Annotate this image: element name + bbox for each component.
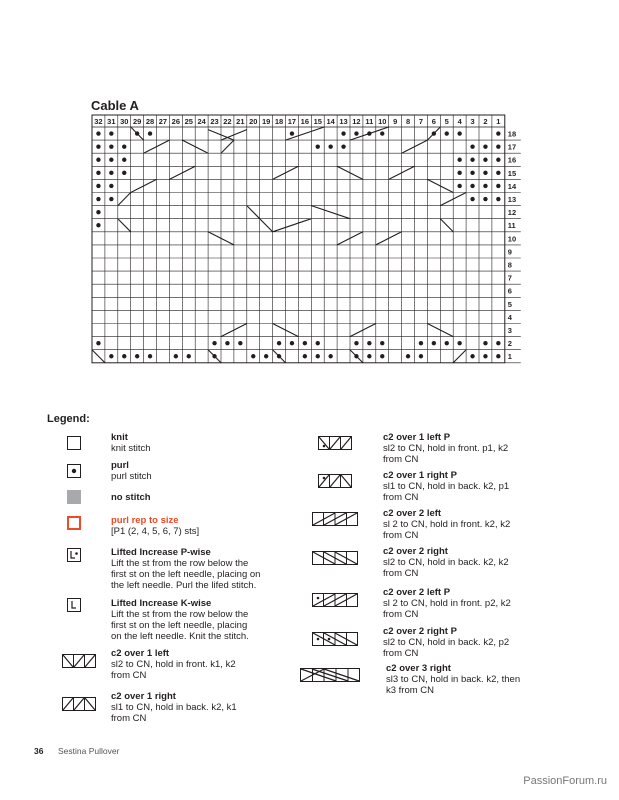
row-label: 15: [507, 168, 517, 178]
legend-c2-1-right-name: c2 over 1 right: [111, 691, 176, 702]
row-label: 12: [507, 208, 517, 218]
col-label: 8: [405, 117, 411, 126]
row-label: 17: [507, 142, 517, 152]
legend-c2-2-right-p: [383, 626, 509, 659]
legend-purl-name: purl: [111, 460, 129, 471]
purl-dot: [470, 158, 474, 162]
legend-c2-3-right-name: c2 over 3 right: [386, 663, 451, 674]
purl-dot: [109, 171, 113, 175]
purl-dot: [354, 341, 358, 345]
purl-dot: [251, 354, 255, 358]
purl-dot: [135, 354, 139, 358]
c2-over-2-right-symbol: [312, 551, 358, 565]
purl-dot: [109, 354, 113, 358]
legend-c2-2-left: [383, 508, 510, 541]
c2-over-1-left-p-symbol: [318, 436, 352, 450]
col-label: 23: [210, 117, 219, 126]
legend-c2-2-left-name: c2 over 2 left: [383, 508, 442, 519]
legend-purl-desc: purl stitch: [111, 471, 152, 482]
col-label: 18: [274, 117, 284, 126]
row-label: 18: [507, 129, 517, 139]
page-number: 36: [34, 746, 44, 756]
purl-dot: [109, 131, 113, 135]
legend-c2-2-right-desc-1: sl2 to CN, hold in back. k2, k2: [383, 557, 509, 568]
legend-c2-3-right-desc-1: sl3 to CN, hold in back. k2, then: [386, 674, 521, 685]
legend-lifted-k-desc-2: first st on the left needle, placing: [111, 620, 248, 631]
purl-dot: [122, 354, 126, 358]
purl-dot: [380, 354, 384, 358]
purl-dot: [457, 184, 461, 188]
purl-dot: [174, 354, 178, 358]
row-label: 10: [507, 234, 517, 244]
legend-c2-1-left-name: c2 over 1 left: [111, 648, 170, 659]
purl-dot: [496, 197, 500, 201]
purl-dot: [496, 341, 500, 345]
col-label: 32: [94, 117, 103, 126]
purl-dot: [187, 354, 191, 358]
row-label: 11: [507, 221, 516, 231]
legend-c2-1-left-desc-2: from CN: [111, 670, 147, 681]
purl-dot: [109, 184, 113, 188]
purl-dot: [96, 197, 100, 201]
col-label: 15: [313, 117, 322, 126]
purl-dot: [328, 144, 332, 148]
legend-c2-1-right: [111, 691, 237, 724]
legend-lifted-p-desc-2: first st on the left needle, placing on: [111, 569, 261, 580]
legend-purl-rep: [111, 515, 199, 537]
purl-dot: [483, 144, 487, 148]
legend-knit-desc: knit stitch: [111, 443, 151, 454]
purl-dot: [496, 184, 500, 188]
col-label: 10: [378, 117, 387, 126]
col-label: 2: [483, 117, 488, 126]
legend-c2-1-left-desc-1: sl2 to CN, hold in front. k1, k2: [111, 659, 236, 670]
purl-dot: [96, 223, 100, 227]
purl-dot: [109, 197, 113, 201]
c2-over-1-left-symbol: [62, 654, 96, 668]
legend-purl-rep-name: purl rep to size: [111, 515, 179, 526]
legend-lifted-p-desc-1: Lift the st from the row below the: [111, 558, 249, 569]
legend-lifted-k-desc-1: Lift the st from the row below the: [111, 609, 249, 620]
legend-c2-1-right-desc-1: sl1 to CN, hold in back. k2, k1: [111, 702, 237, 713]
col-label: 6: [431, 117, 436, 126]
legend-lifted-k: [111, 598, 249, 642]
col-label: 11: [365, 117, 374, 126]
purl-dot: [470, 197, 474, 201]
col-label: 28: [145, 117, 155, 126]
purl-dot: [148, 354, 152, 358]
legend-c2-2-right-desc-2: from CN: [383, 568, 419, 579]
col-label: 20: [249, 117, 258, 126]
row-label: 8: [507, 260, 512, 270]
lifted-increase-p-symbol: [67, 548, 81, 562]
legend-c2-2-right: [383, 546, 509, 579]
col-label: 22: [223, 117, 232, 126]
legend-c2-1-right-p-desc-2: from CN: [383, 492, 419, 503]
c2-over-1-right-symbol: [62, 697, 96, 711]
purl-dot: [445, 131, 449, 135]
purl-dot: [290, 341, 294, 345]
purl-dot: [290, 131, 294, 135]
legend-c2-2-left-p-name: c2 over 2 left P: [383, 587, 451, 598]
purl-dot: [148, 131, 152, 135]
legend-c2-1-left-p-desc-2: from CN: [383, 454, 419, 465]
col-label: 27: [158, 117, 168, 126]
legend-c2-2-left-p: [383, 587, 511, 620]
col-label: 17: [287, 117, 297, 126]
purl-dot: [457, 131, 461, 135]
legend-no-stitch-name: no stitch: [111, 492, 151, 503]
legend-c2-2-left-desc-2: from CN: [383, 530, 419, 541]
purl-dot: [122, 171, 126, 175]
legend-c2-3-right: [386, 663, 520, 696]
col-label: 13: [339, 117, 348, 126]
legend-lifted-p-name: Lifted Increase P-wise: [111, 547, 211, 558]
purl-dot: [122, 158, 126, 162]
legend-lifted-k-desc-3: on the left needle. Knit the stitch.: [111, 631, 249, 642]
row-label: 9: [507, 247, 512, 257]
lifted-increase-k-symbol: [67, 598, 81, 612]
col-label: 30: [120, 117, 129, 126]
legend-c2-2-left-desc-1: sl 2 to CN, hold in front. k2, k2: [383, 519, 511, 530]
row-label: 6: [507, 286, 512, 296]
row-label: 5: [507, 299, 512, 309]
c2-over-2-right-p-symbol: [312, 632, 358, 646]
purl-rep-symbol: [67, 516, 81, 530]
col-label: 9: [393, 117, 398, 126]
pattern-title: Sestina Pullover: [58, 746, 120, 756]
legend-c2-1-left-p: [383, 432, 508, 465]
purl-dot: [264, 354, 268, 358]
purl-dot: [109, 144, 113, 148]
purl-dot: [432, 341, 436, 345]
purl-dot: [457, 158, 461, 162]
no-stitch-symbol: [67, 490, 81, 504]
c2-over-2-left-p-symbol: [312, 593, 358, 607]
legend-c2-2-right-p-desc-1: sl2 to CN, hold in back. k2, p2: [383, 637, 510, 648]
purl-dot: [367, 354, 371, 358]
legend-knit-name: knit: [111, 432, 128, 443]
purl-dot: [483, 197, 487, 201]
legend-c2-1-right-desc-2: from CN: [111, 713, 147, 724]
purl-dot: [367, 341, 371, 345]
purl-dot: [341, 144, 345, 148]
cable-a-chart: [0, 0, 619, 380]
legend-c2-1-left: [111, 648, 236, 681]
row-label: 2: [507, 339, 512, 349]
purl-dot: [445, 341, 449, 345]
purl-dot: [457, 341, 461, 345]
purl-dot: [470, 171, 474, 175]
legend-lifted-p: [111, 547, 260, 591]
purl-dot: [496, 354, 500, 358]
purl-dot: [496, 171, 500, 175]
purl-dot: [380, 131, 384, 135]
purl-dot: [303, 341, 307, 345]
legend-knit: [111, 432, 151, 454]
col-label: 16: [300, 117, 310, 126]
purl-dot: [96, 171, 100, 175]
row-label: 14: [507, 181, 517, 191]
legend-no-stitch: [111, 492, 151, 503]
row-label: 4: [507, 312, 512, 322]
purl-dot: [109, 158, 113, 162]
legend-c2-1-right-p: [383, 470, 509, 503]
purl-dot: [238, 341, 242, 345]
purl-dot: [419, 341, 423, 345]
legend-lifted-p-desc-3: the left needle. Purl the lifed stitch.: [111, 580, 257, 591]
purl-dot: [380, 341, 384, 345]
purl-dot: [96, 210, 100, 214]
col-label: 25: [184, 117, 193, 126]
legend-purl-rep-desc: [P1 (2, 4, 5, 6, 7) sts]: [111, 526, 200, 537]
purl-symbol: [67, 464, 81, 478]
legend-c2-2-right-name: c2 over 2 right: [383, 546, 448, 557]
purl-dot: [470, 144, 474, 148]
col-label: 1: [496, 117, 501, 126]
legend-c2-2-right-p-name: c2 over 2 right P: [383, 626, 457, 637]
legend-c2-2-left-p-desc-1: sl 2 to CN, hold in front. p2, k2: [383, 598, 511, 609]
purl-dot: [483, 354, 487, 358]
purl-dot: [496, 158, 500, 162]
row-label: 7: [507, 273, 512, 283]
purl-dot: [96, 131, 100, 135]
purl-dot: [277, 341, 281, 345]
purl-dot: [483, 341, 487, 345]
purl-dot: [341, 131, 345, 135]
row-label: 13: [507, 195, 517, 204]
legend-c2-3-right-desc-2: k3 from CN: [386, 685, 435, 696]
purl-dot: [316, 341, 320, 345]
purl-dot: [96, 341, 100, 345]
col-label: 5: [444, 117, 449, 126]
purl-dot: [457, 171, 461, 175]
purl-dot: [483, 171, 487, 175]
c2-over-1-right-p-symbol: [318, 474, 352, 488]
purl-dot: [96, 184, 100, 188]
purl-dot: [496, 144, 500, 148]
col-label: 31: [107, 117, 116, 126]
chart-title: Cable A: [91, 98, 139, 113]
row-label: 16: [507, 155, 517, 165]
purl-dot: [96, 144, 100, 148]
row-label: 3: [507, 326, 512, 335]
col-label: 29: [132, 117, 142, 126]
legend-c2-2-right-p-desc-2: from CN: [383, 648, 419, 659]
col-label: 14: [326, 117, 335, 126]
knit-symbol: [67, 436, 81, 450]
col-label: 12: [352, 117, 361, 126]
col-label: 4: [457, 117, 462, 126]
c2-over-3-right-symbol: [300, 668, 360, 682]
purl-dot: [483, 158, 487, 162]
purl-dot: [419, 354, 423, 358]
col-label: 19: [261, 117, 271, 126]
legend-c2-1-left-p-desc-1: sl2 to CN, hold in front. p1, k2: [383, 443, 509, 454]
purl-dot: [212, 341, 216, 345]
row-label: 1: [507, 352, 512, 362]
legend-c2-2-left-p-desc-2: from CN: [383, 609, 419, 620]
c2-over-2-left-symbol: [312, 512, 358, 526]
purl-dot: [354, 131, 358, 135]
purl-dot: [406, 354, 410, 358]
purl-dot: [316, 144, 320, 148]
purl-dot: [316, 354, 320, 358]
purl-dot: [303, 354, 307, 358]
purl-dot: [328, 354, 332, 358]
legend-c2-1-right-p-name: c2 over 1 right P: [383, 470, 457, 481]
purl-dot: [496, 131, 500, 135]
col-label: 21: [236, 117, 245, 126]
purl-dot: [122, 144, 126, 148]
legend-c2-1-right-p-desc-1: sl1 to CN, hold in back. k2, p1: [383, 481, 510, 492]
col-label: 3: [470, 117, 475, 126]
col-label: 26: [171, 117, 181, 126]
legend-heading: Legend:: [47, 413, 90, 425]
watermark: PassionForum.ru: [523, 775, 607, 787]
purl-dot: [96, 158, 100, 162]
col-label: 24: [197, 117, 206, 126]
legend-purl: [111, 460, 152, 482]
purl-dot: [470, 354, 474, 358]
purl-dot: [225, 341, 229, 345]
purl-dot: [483, 184, 487, 188]
legend-c2-1-left-p-name: c2 over 1 left P: [383, 432, 451, 443]
legend-lifted-k-name: Lifted Increase K-wise: [111, 598, 212, 609]
purl-dot: [470, 184, 474, 188]
col-label: 7: [418, 117, 424, 126]
